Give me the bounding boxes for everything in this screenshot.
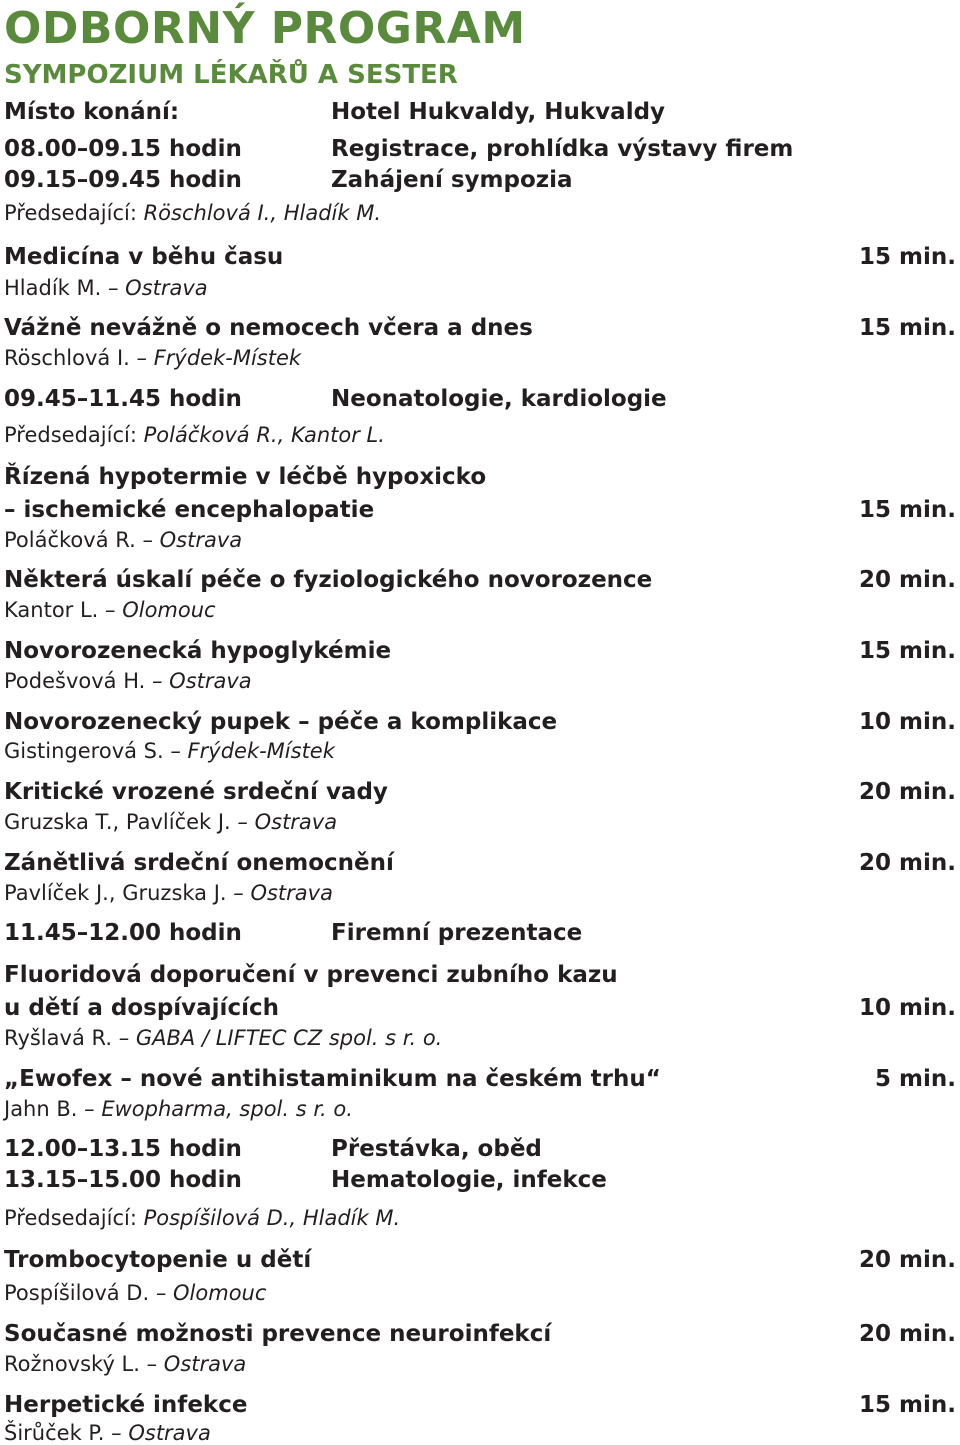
chair-label: Předsedající: [4,423,137,447]
chair-names: Pospíšilová D., Hladík M. [143,1206,401,1230]
talk-place: – GABA / LIFTEC CZ spol. s r. o. [118,1026,443,1050]
talk-author-line [4,278,208,299]
talk-author-line [4,600,216,621]
talk-title-line2: u dětí a dospívajících [4,995,279,1021]
talk-duration: 10 min. [859,709,956,735]
chair-label: Předsedající: [4,201,137,225]
talk-author: Poláčková R. [4,528,136,552]
slot-title: Firemní prezentace [331,920,583,946]
talk-title: Herpetické infekce [4,1392,248,1418]
chair-line [4,425,385,446]
venue-value: Hotel Hukvaldy, Hukvaldy [331,99,666,125]
talk-author-line [4,741,335,762]
slot-title: Přestávka, oběd [331,1136,542,1162]
talk-title: Novorozenecká hypoglykémie [4,638,392,664]
talk-place: – Ostrava [107,276,208,300]
talk-title: Kritické vrozené srdeční vady [4,779,388,805]
slot-title: Registrace, prohlídka výstavy firem [331,136,794,162]
talk-duration: 20 min. [859,1247,956,1273]
talk-author-line [4,1283,266,1304]
slot-time: 11.45–12.00 hodin [4,920,242,946]
talk-author: Ryšlavá R. [4,1026,113,1050]
talk-author-line [4,883,333,904]
talk-place: – Ostrava [237,810,338,834]
talk-duration: 5 min. [875,1066,956,1092]
talk-author-line [4,1423,211,1444]
chair-line [4,1208,400,1229]
talk-title: Zánětlivá srdeční onemocnění [4,850,394,876]
talk-title: Současné možnosti prevence neuroinfekcí [4,1321,552,1347]
slot-time: 09.15–09.45 hodin [4,167,242,193]
talk-place: – Ostrava [152,669,252,693]
slot-time: 09.45–11.45 hodin [4,386,242,412]
talk-title: Medicína v běhu času [4,244,284,270]
slot-time: 12.00–13.15 hodin [4,1136,242,1162]
talk-place: – Ostrava [146,1352,247,1376]
slot-title: Neonatologie, kardiologie [331,386,667,412]
talk-author: Röschlová I. [4,346,130,370]
talk-author-line [4,530,242,551]
talk-author-line [4,812,337,833]
talk-author: Rožnovský L. [4,1352,140,1376]
talk-author: Jahn B. [4,1097,78,1121]
slot-title: Zahájení sympozia [331,167,573,193]
talk-author: Hladík M. [4,276,102,300]
talk-title: „Ewofex – nové antihistaminikum na českém trhu“ [4,1066,661,1092]
chair-line [4,203,381,224]
talk-author: Širůček P. [4,1421,105,1445]
talk-author: Podešvová H. [4,669,146,693]
talk-place: – Ostrava [233,881,333,905]
talk-author-line [4,671,252,692]
talk-place: – Frýdek-Místek [170,739,335,763]
talk-title: Řízená hypotermie v léčbě hypoxicko [4,464,487,490]
talk-title-line2: – ischemické encephalopatie [4,497,375,523]
talk-author-line [4,1028,442,1049]
talk-duration: 15 min. [859,638,956,664]
talk-duration: 10 min. [859,995,956,1021]
talk-place: – Olomouc [155,1281,267,1305]
talk-title: Novorozenecký pupek – péče a komplikace [4,709,558,735]
talk-place: – Ostrava [142,528,243,552]
talk-author: Gistingerová S. [4,739,164,763]
venue-label: Místo konání: [4,99,180,125]
talk-title: Vážně nevážně o nemocech včera a dnes [4,315,533,341]
talk-author-line [4,1354,246,1375]
talk-title: Fluoridová doporučení v prevenci zubního kazu [4,962,618,988]
page-subtitle: SYMPOZIUM LÉKAŘŮ A SESTER [4,60,458,90]
talk-title: Některá úskalí péče o fyziologického novorozence [4,567,653,593]
talk-duration: 15 min. [859,315,956,341]
talk-duration: 20 min. [859,1321,956,1347]
talk-duration: 20 min. [859,850,956,876]
talk-duration: 20 min. [859,567,956,593]
talk-duration: 15 min. [859,1392,956,1418]
talk-title: Trombocytopenie u dětí [4,1247,312,1273]
slot-time: 08.00–09.15 hodin [4,136,242,162]
talk-duration: 15 min. [859,244,956,270]
talk-author: Gruzska T., Pavlíček J. [4,810,231,834]
slot-time: 13.15–15.00 hodin [4,1167,242,1193]
page-title: ODBORNÝ PROGRAM [4,3,526,54]
talk-place: – Frýdek-Místek [136,346,302,370]
talk-author-line [4,348,301,369]
talk-author: Kantor L. [4,598,99,622]
chair-names: Poláčková R., Kantor L. [143,423,385,447]
talk-duration: 15 min. [859,497,956,523]
talk-place: – Ewopharma, spol. s r. o. [84,1097,353,1121]
talk-author-line [4,1099,353,1120]
talk-author: Pavlíček J., Gruzska J. [4,881,227,905]
slot-title: Hematologie, infekce [331,1167,607,1193]
talk-duration: 20 min. [859,779,956,805]
chair-label: Předsedající: [4,1206,137,1230]
talk-author: Pospíšilová D. [4,1281,150,1305]
chair-names: Röschlová I., Hladík M. [143,201,381,225]
talk-place: – Ostrava [111,1421,211,1445]
talk-place: – Olomouc [105,598,216,622]
